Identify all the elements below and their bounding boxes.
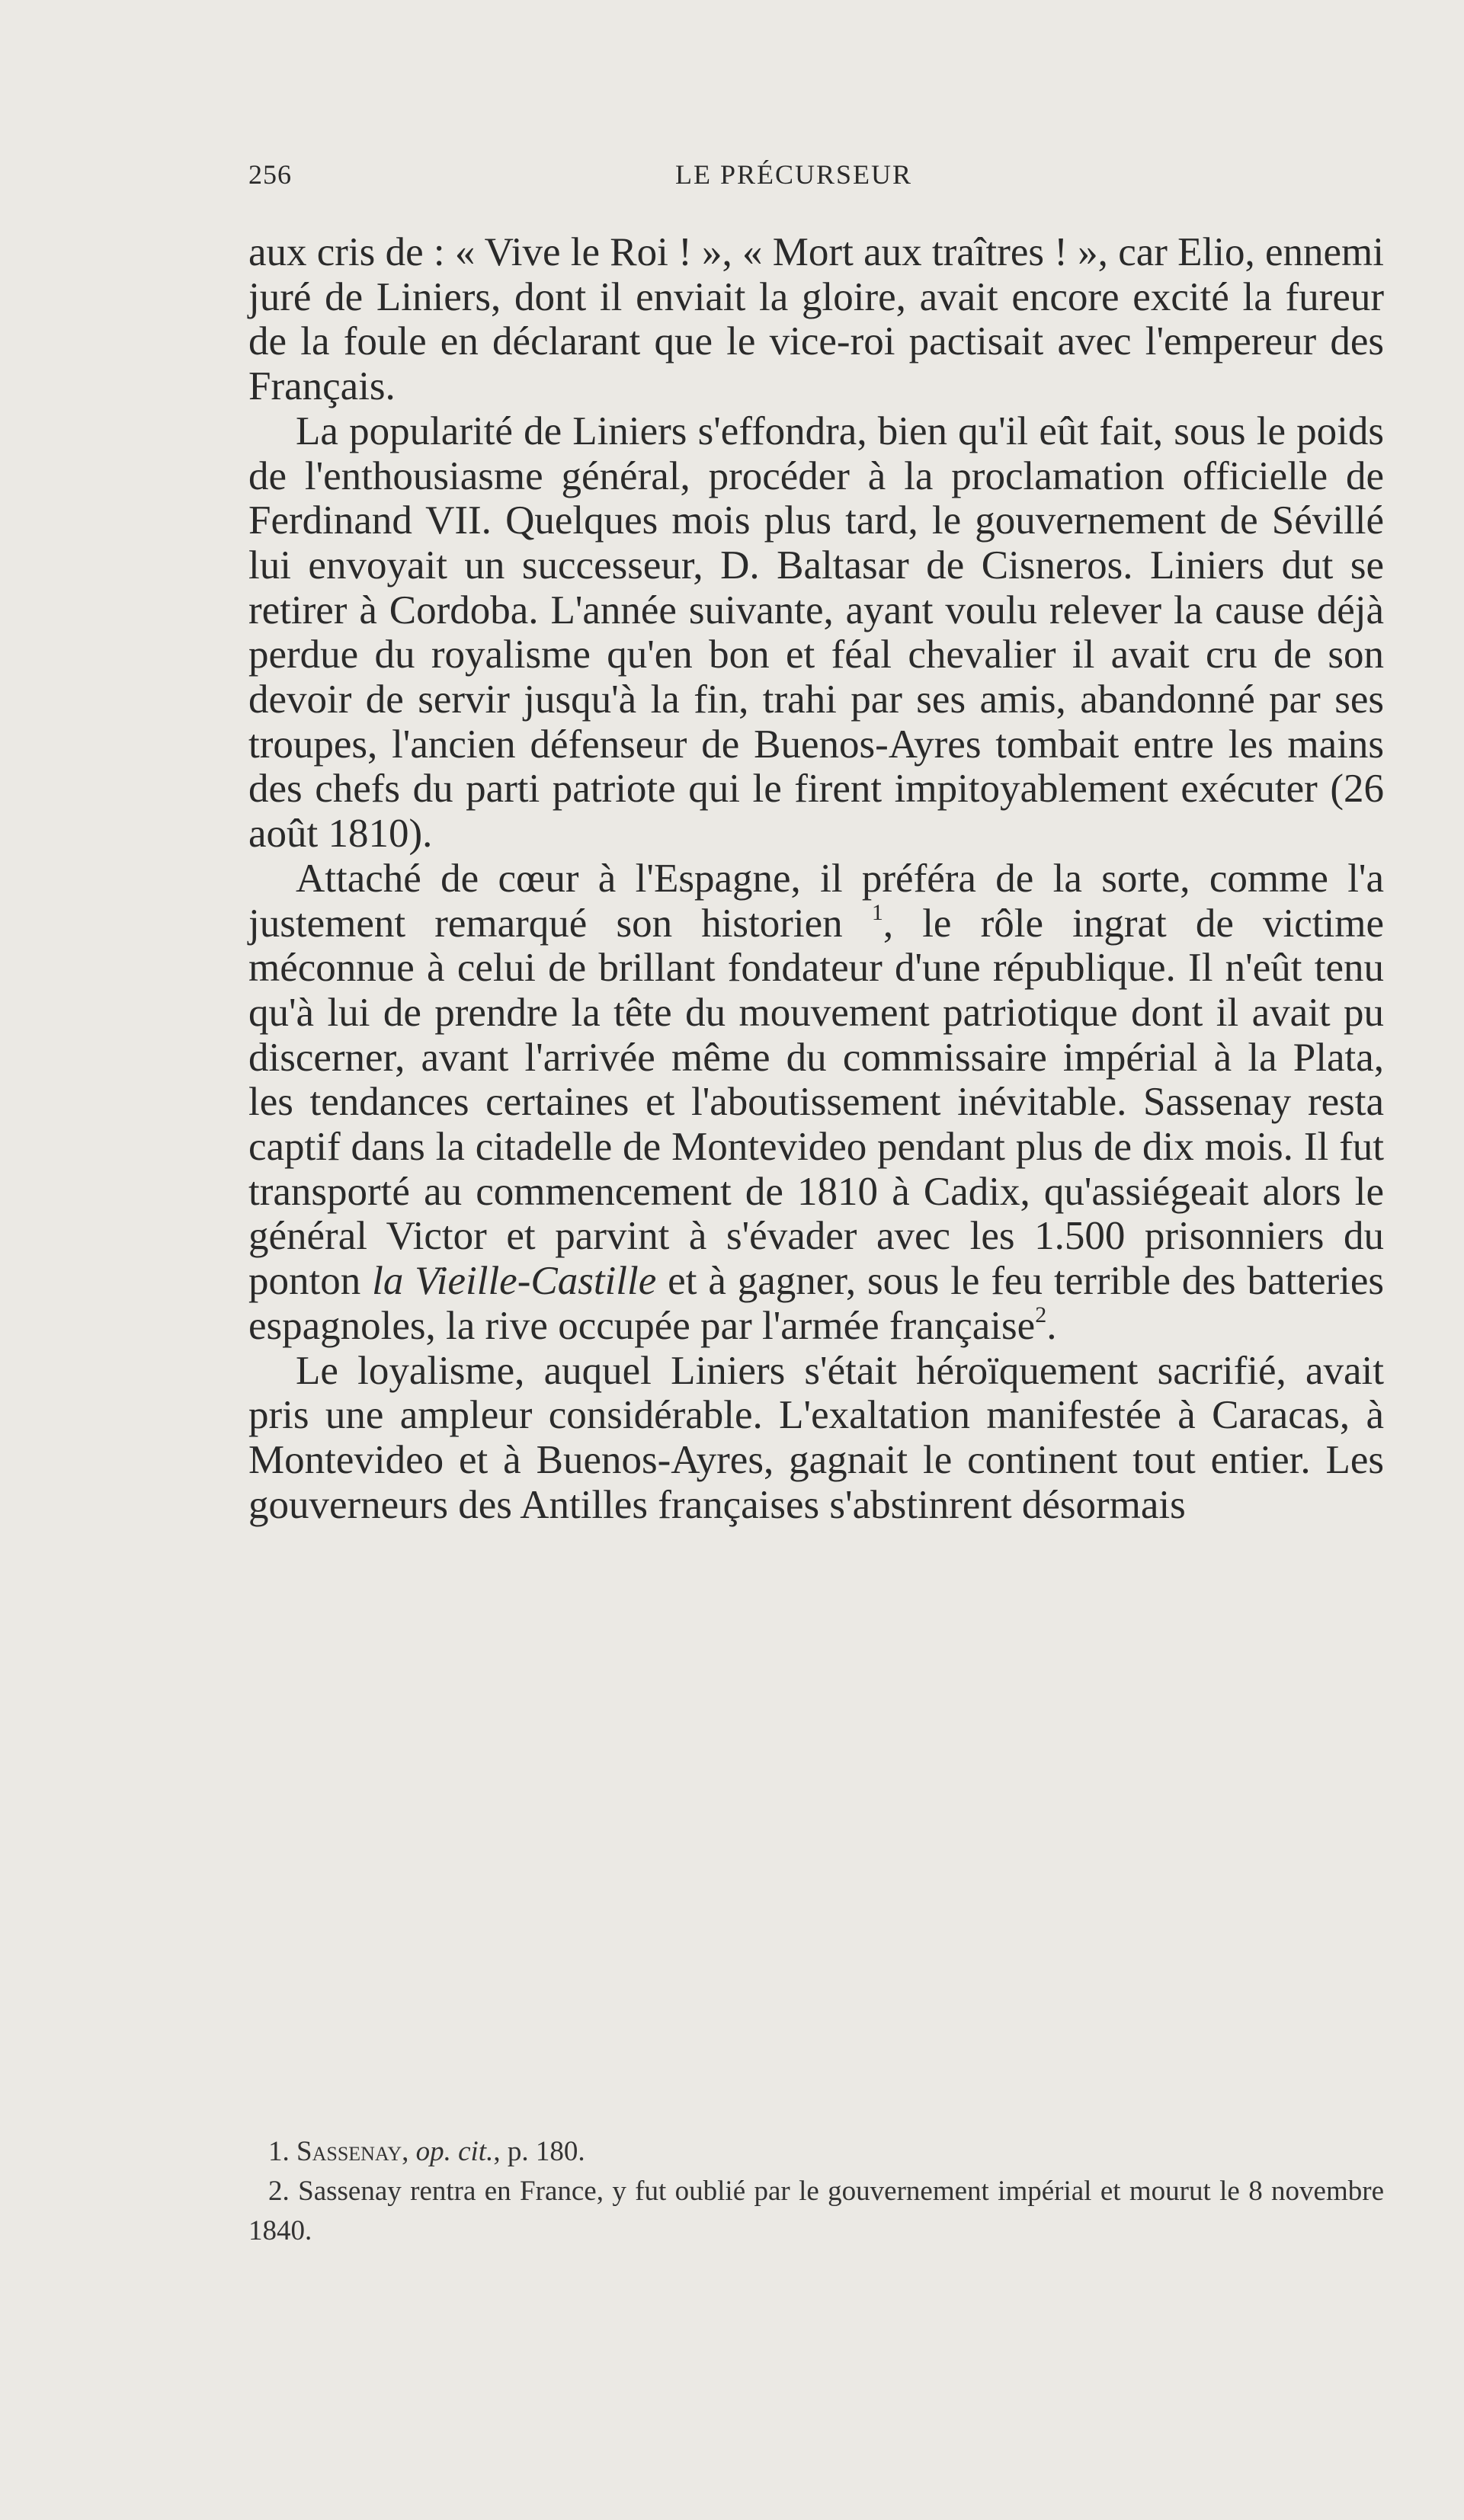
footnote-1-author: Sassenay: [296, 2136, 402, 2167]
footnote-2: [248, 2172, 1384, 2251]
paragraph-3-end: .: [1046, 1303, 1057, 1348]
footnote-2-text: Sassenay rentra en France, y fut oublié par le gouvernement impérial et mourut le 8 novembre 1840.: [248, 2176, 1385, 2246]
footnotes: [248, 2132, 1384, 2251]
footnote-1-citation: op. cit.: [415, 2136, 494, 2167]
page-header: [248, 159, 1392, 204]
paragraph-4: Le loyalisme, auquel Liniers s'était héroïquement sacrifié, avait pris une ampleur considérable. L'exaltation manifestée à Caracas, à Montevideo et à Buenos-Ayres, gagnait le continent tout entier. Les gouverneurs des Antilles françaises s'abstinrent désormais: [248, 1348, 1384, 1527]
footnote-1: [248, 2132, 1384, 2172]
footnote-ref-1: 1: [871, 899, 883, 925]
footnote-1-page: , p. 180.: [493, 2136, 585, 2167]
running-head: LE PRÉCURSEUR: [675, 159, 913, 190]
footnote-1-sep: ,: [402, 2136, 416, 2167]
footnote-ref-2: 2: [1035, 1302, 1047, 1327]
paragraph-3-part-1: Attaché de cœur à l'Espagne, il préféra de la sorte, comme l'a justement remarqué son historien: [248, 856, 1384, 946]
body-text: [248, 230, 1384, 1527]
paragraph-1: aux cris de : « Vive le Roi ! », « Mort aux traîtres ! », car Elio, ennemi juré de Liniers, dont il enviait la gloire, avait encore excité la fureur de la foule en déclarant que le vice-roi pactisait avec l'empereur des Français.: [248, 230, 1384, 409]
ship-name: la Vieille-Castille: [372, 1259, 657, 1304]
footnote-2-number: 2.: [268, 2176, 290, 2207]
footnote-1-number: 1.: [268, 2136, 290, 2167]
paragraph-3: [248, 857, 1384, 1349]
page-number: 256: [248, 159, 292, 190]
paragraph-2: La popularité de Liniers s'effondra, bien qu'il eût fait, sous le poids de l'enthousiasme général, procéder à la proclamation officielle de Ferdinand VII. Quelques mois plus tard, le gouvernement de Sévillé lui envoyait un successeur, D. Baltasar de Cisneros. Liniers dut se retirer à Cordoba. L'année suivante, ayant voulu relever la cause déjà perdue du royalisme qu'en bon et féal chevalier il avait cru de son devoir de servir jusqu'à la fin, trahi par ses amis, abandonné par ses troupes, l'ancien défenseur de Buenos-Ayres tombait entre les mains des chefs du parti patriote qui le firent impitoyablement exécuter (26 août 1810).: [248, 408, 1384, 857]
paragraph-3-part-2: , le rôle ingrat de victime méconnue à celui de brillant fondateur d'une république. Il n'eût tenu qu'à lui de prendre la tête du mouvement patriotique dont il avait pu discerner, avant l'arrivée même du commissaire impérial à la Plata, les tendances certaines et l'aboutissement inévitable. Sassenay resta captif dans la citadelle de Montevideo pendant plus de dix mois. Il fut transporté au commencement de 1810 à Cadix, qu'assiégeait alors le général Victor et parvint à s'évader avec les 1.500 prisonniers du ponton: [248, 901, 1384, 1304]
paragraph-3-part-3: et à gagner, sous le feu terrible des batteries espagnoles, la rive occupée par l'armée française: [248, 1259, 1384, 1348]
